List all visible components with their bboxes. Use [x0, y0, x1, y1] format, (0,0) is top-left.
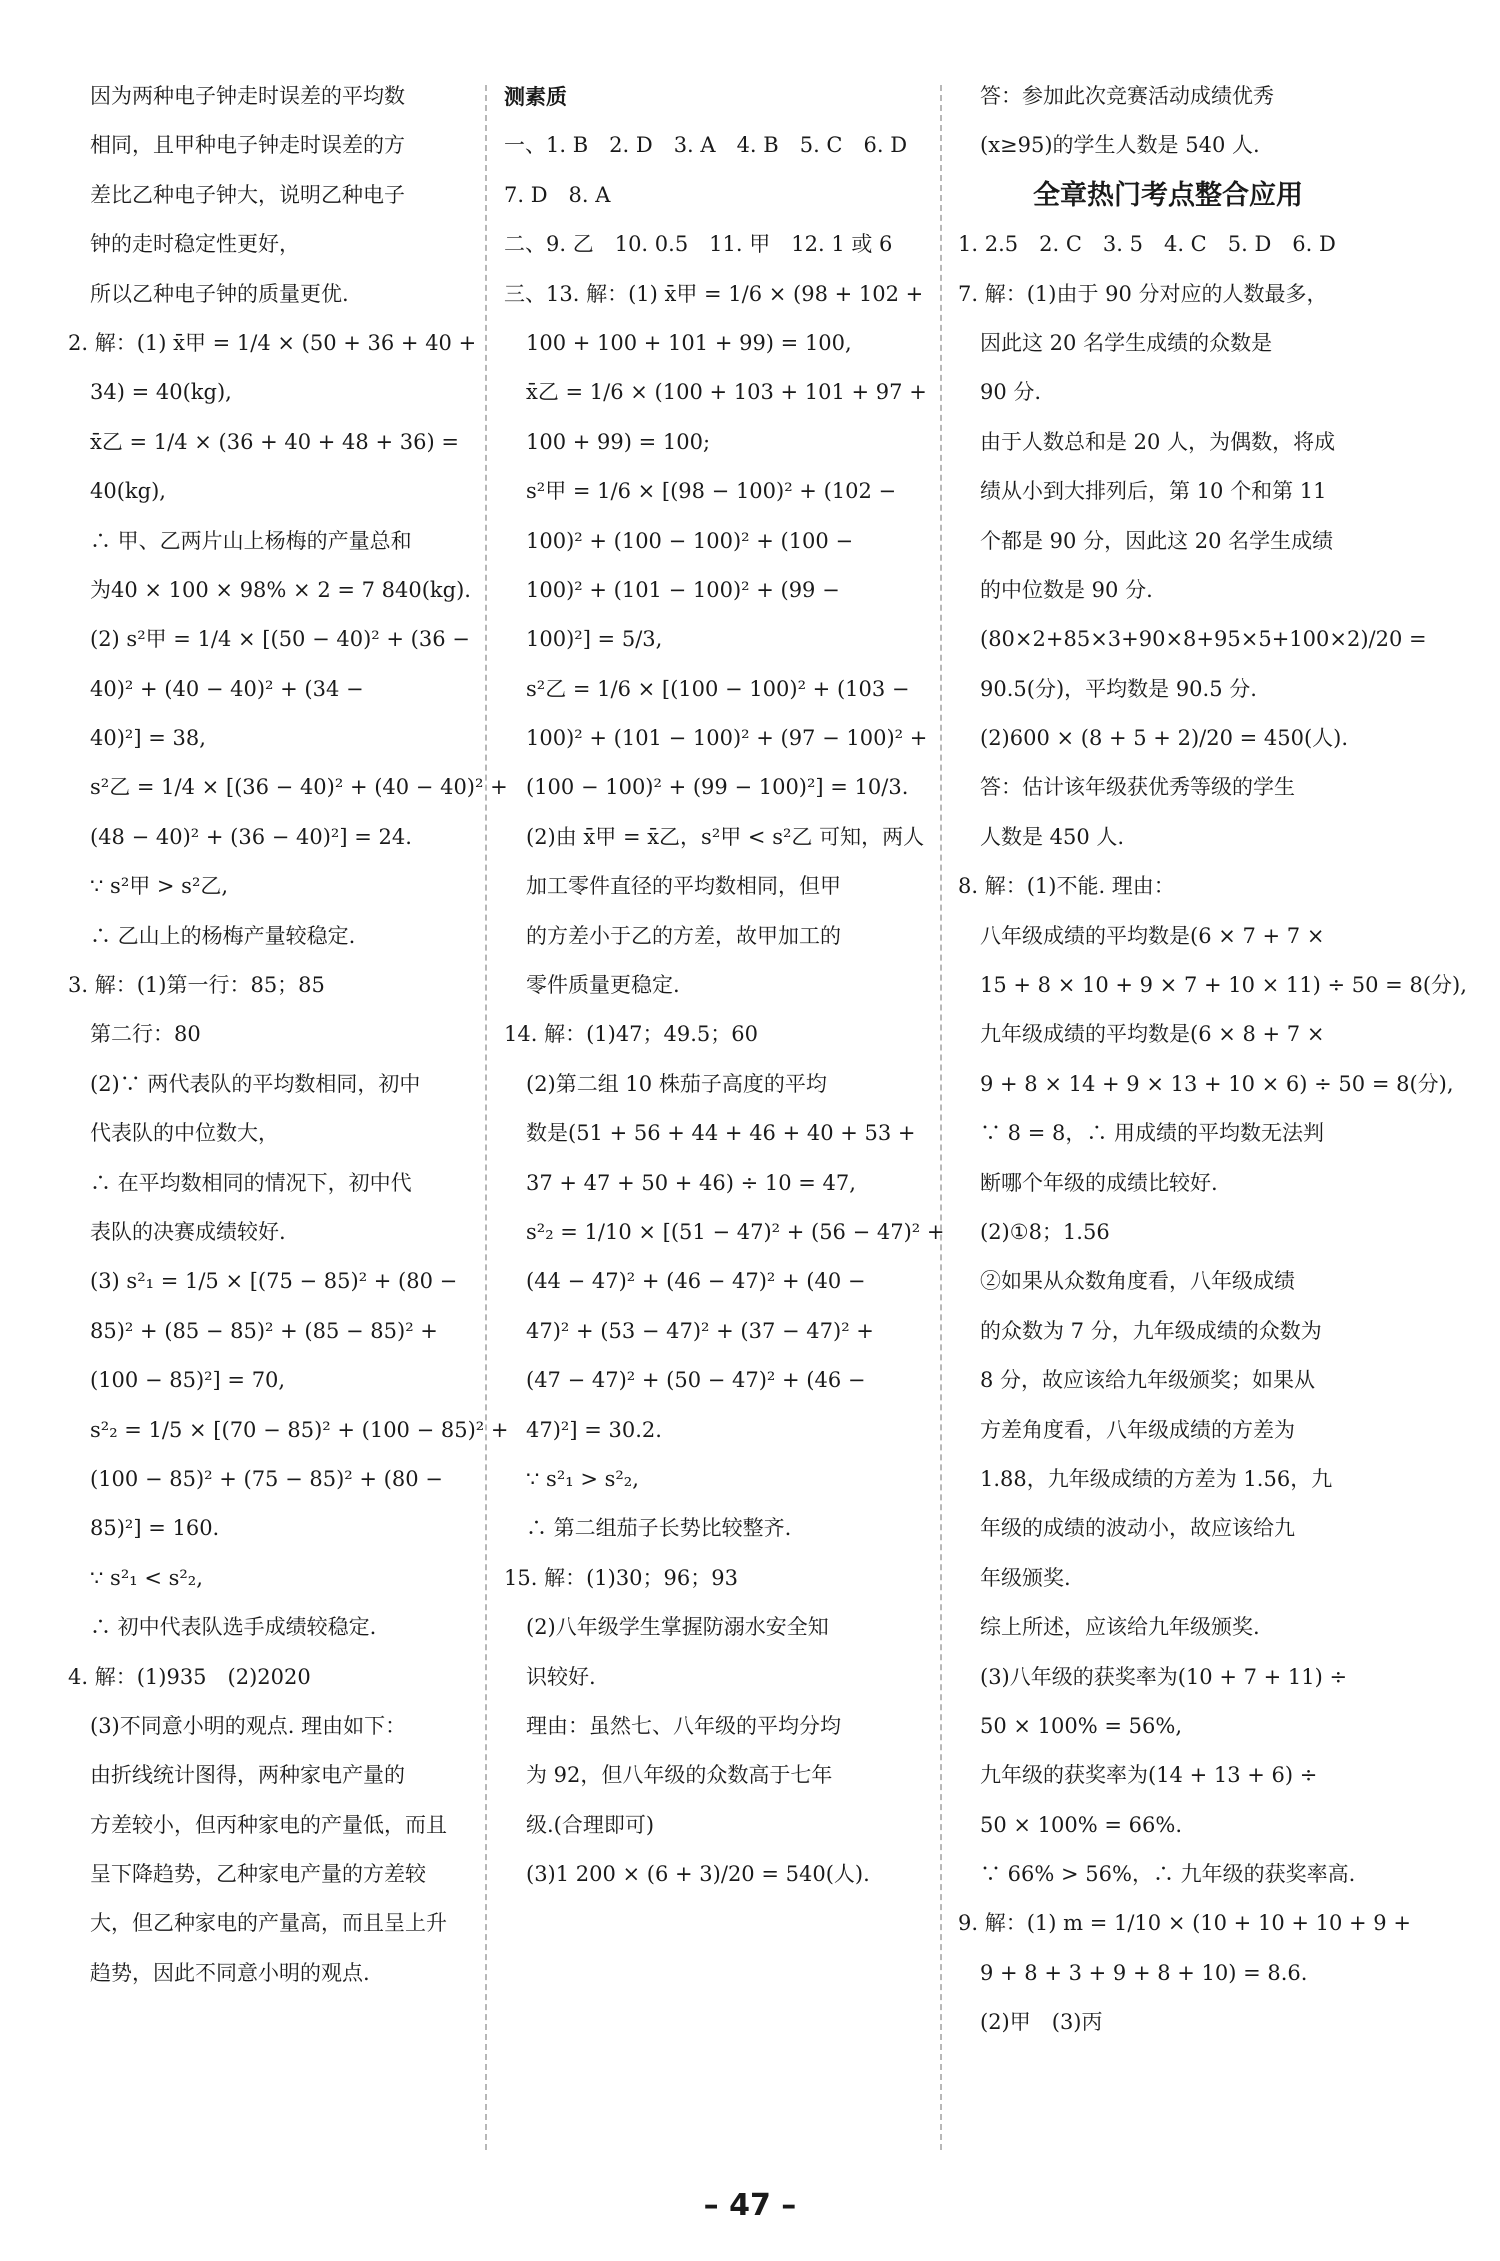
text-line: 100)² + (101 − 100)² + (97 − 100)² + — [526, 726, 928, 751]
text-line: 15 + 8 × 10 + 9 × 7 + 10 × 11) ÷ 50 = 8(分), — [980, 973, 1467, 998]
text-line: (100 − 85)² + (75 − 85)² + (80 − — [90, 1466, 443, 1491]
text-line: (3)1 200 × (6 + 3)/20 = 540(人). — [526, 1862, 870, 1887]
text-line: 34) = 40(kg), — [90, 380, 232, 405]
text-line: 100)² + (101 − 100)² + (99 − — [526, 577, 840, 602]
text-line: 识较好. — [526, 1664, 596, 1689]
text-line: 15. 解：(1)30；96；93 — [504, 1565, 738, 1590]
text-line: ∵ 8 = 8，∴ 用成绩的平均数无法判 — [980, 1121, 1325, 1146]
text-line: s²乙 = 1/6 × [(100 − 100)² + (103 − — [526, 676, 910, 701]
text-line: (3)不同意小明的观点. 理由如下： — [90, 1713, 407, 1738]
text-line: ∵ s²甲 > s²乙, — [90, 874, 229, 899]
text-line: 100 + 99) = 100; — [526, 429, 711, 454]
text-line: (100 − 100)² + (99 − 100)²] = 10/3. — [526, 775, 909, 800]
text-line: (3)八年级的获奖率为(10 + 7 + 11) ÷ — [980, 1664, 1348, 1689]
text-line: 年级的成绩的波动小，故应该给九 — [980, 1516, 1295, 1541]
text-line: ∵ s²₁ > s²₂, — [526, 1466, 639, 1491]
text-line: ∵ s²₁ < s²₂, — [90, 1565, 203, 1590]
text-line: 47)²] = 30.2. — [526, 1417, 662, 1442]
text-line: s²甲 = 1/6 × [(98 − 100)² + (102 − — [526, 479, 897, 504]
text-line: 8 分，故应该给九年级颁奖；如果从 — [980, 1368, 1316, 1393]
text-line: (x≥95)的学生人数是 540 人. — [980, 133, 1260, 158]
text-line: 的众数为 7 分，九年级成绩的众数为 — [980, 1318, 1322, 1343]
text-line: 方差角度看，八年级成绩的方差为 — [980, 1417, 1295, 1442]
text-line: 代表队的中位数大， — [90, 1121, 279, 1146]
text-line: (2)第二组 10 株茄子高度的平均 — [526, 1071, 827, 1096]
text-line: 加工零件直径的平均数相同，但甲 — [526, 874, 841, 899]
text-line: ∴ 初中代表队选手成绩较稳定. — [90, 1615, 377, 1640]
text-line: s²₂ = 1/5 × [(70 − 85)² + (100 − 85)² + — [90, 1417, 509, 1442]
text-line: 八年级成绩的平均数是(6 × 7 + 7 × — [980, 923, 1325, 948]
text-line: 因为两种电子钟走时误差的平均数 — [90, 84, 405, 108]
text-line: x̄乙 = 1/4 × (36 + 40 + 48 + 36) = — [90, 429, 459, 454]
text-line: ∵ 66% > 56%，∴ 九年级的获奖率高. — [980, 1862, 1356, 1887]
text-line: 85)² + (85 − 85)² + (85 − 85)² + — [90, 1318, 438, 1343]
page-number: – 47 – — [703, 2188, 797, 2223]
text-line: 大，但乙种家电的产量高，而且呈上升 — [90, 1911, 447, 1936]
text-line: 因此这 20 名学生成绩的众数是 — [980, 330, 1273, 355]
text-line: 断哪个年级的成绩比较好. — [980, 1170, 1218, 1195]
text-line: 9. 解：(1) m = 1/10 × (10 + 10 + 10 + 9 + — [958, 1911, 1411, 1936]
text-line: 呈下降趋势，乙种家电产量的方差较 — [90, 1862, 426, 1887]
text-line: 钟的走时稳定性更好， — [90, 232, 300, 257]
text-line: 人数是 450 人. — [980, 824, 1125, 849]
text-line: 50 × 100% = 56%, — [980, 1713, 1183, 1738]
text-line: 一、1. B 2. D 3. A 4. B 5. C 6. D — [504, 133, 908, 158]
text-line: 4. 解：(1)935 (2)2020 — [68, 1664, 311, 1689]
text-line: 个都是 90 分，因此这 20 名学生成绩 — [980, 528, 1334, 553]
text-line: x̄乙 = 1/6 × (100 + 103 + 101 + 97 + — [526, 380, 927, 405]
answer-column-left — [68, 72, 509, 1998]
text-line: 9 + 8 + 3 + 9 + 8 + 10) = 8.6. — [980, 1960, 1308, 1985]
text-line: (47 − 47)² + (50 − 47)² + (46 − — [526, 1368, 866, 1393]
text-line: 7. 解：(1)由于 90 分对应的人数最多， — [958, 281, 1328, 306]
text-line: 90 分. — [980, 380, 1042, 405]
text-line: 100)²] = 5/3, — [526, 627, 663, 652]
text-line: 零件质量更稳定. — [526, 973, 680, 998]
text-line: s²乙 = 1/4 × [(36 − 40)² + (40 − 40)² + — [90, 775, 508, 800]
text-line: 50 × 100% = 66%. — [980, 1812, 1183, 1837]
text-line: ∴ 乙山上的杨梅产量较稳定. — [90, 923, 356, 948]
text-line: 测素质 — [504, 84, 567, 109]
text-line: 100)² + (100 − 100)² + (100 − — [526, 528, 854, 553]
text-line: 所以乙种电子钟的质量更优. — [90, 281, 349, 306]
text-line: 47)² + (53 − 47)² + (37 − 47)² + — [526, 1318, 874, 1343]
text-line: 数是(51 + 56 + 44 + 46 + 40 + 53 + — [526, 1121, 916, 1146]
text-line: (44 − 47)² + (46 − 47)² + (40 − — [526, 1269, 866, 1294]
text-line: 由折线统计图得，两种家电产量的 — [90, 1763, 405, 1788]
text-line: 的方差小于乙的方差，故甲加工的 — [526, 923, 841, 948]
text-line: 100 + 100 + 101 + 99) = 100, — [526, 330, 852, 355]
text-line: (80×2+85×3+90×8+95×5+100×2)/20 = — [980, 627, 1427, 652]
text-line: 九年级成绩的平均数是(6 × 8 + 7 × — [980, 1022, 1325, 1047]
text-line: 趋势，因此不同意小明的观点. — [90, 1960, 370, 1985]
text-line: (2) s²甲 = 1/4 × [(50 − 40)² + (36 − — [90, 627, 470, 652]
text-line: 级.(合理即可) — [526, 1812, 655, 1837]
text-line: 第二行：80 — [90, 1022, 201, 1047]
text-line: (3) s²₁ = 1/5 × [(75 − 85)² + (80 − — [90, 1269, 458, 1294]
text-line: ②如果从众数角度看，八年级成绩 — [980, 1269, 1295, 1294]
text-line: 2. 解：(1) x̄甲 = 1/4 × (50 + 36 + 40 + — [68, 330, 477, 355]
answer-column-middle — [504, 72, 945, 1899]
text-line: s²₂ = 1/10 × [(51 − 47)² + (56 − 47)² + — [526, 1219, 945, 1244]
text-line: 1. 2.5 2. C 3. 5 4. C 5. D 6. D — [958, 232, 1336, 257]
text-line: 为 92，但八年级的众数高于七年 — [526, 1763, 833, 1788]
text-line: 37 + 47 + 50 + 46) ÷ 10 = 47, — [526, 1170, 856, 1195]
text-line: 1.88，九年级成绩的方差为 1.56，九 — [980, 1466, 1333, 1491]
text-line: (2)甲 (3)丙 — [980, 2010, 1103, 2035]
text-line: ∴ 第二组茄子长势比较整齐. — [526, 1516, 792, 1541]
answer-column-right — [958, 72, 1467, 2048]
text-line: 答：参加此次竞赛活动成绩优秀 — [980, 84, 1274, 108]
text-line: 的中位数是 90 分. — [980, 577, 1153, 602]
text-line: (2)①8；1.56 — [980, 1219, 1110, 1244]
text-line: 三、13. 解：(1) x̄甲 = 1/6 × (98 + 102 + — [504, 281, 924, 306]
text-line: 40(kg), — [90, 479, 166, 504]
column-divider — [485, 85, 487, 2150]
text-line: 差比乙种电子钟大，说明乙种电子 — [90, 182, 405, 207]
text-line: 14. 解：(1)47；49.5；60 — [504, 1022, 759, 1047]
text-line: 二、9. 乙 10. 0.5 11. 甲 12. 1 或 6 — [504, 232, 893, 257]
text-line: 年级颁奖. — [980, 1565, 1071, 1590]
text-line: 绩从小到大排列后，第 10 个和第 11 — [980, 479, 1327, 504]
text-line: 85)²] = 160. — [90, 1516, 220, 1541]
text-line: ∴ 甲、乙两片山上杨梅的产量总和 — [90, 528, 412, 553]
section-heading: 全章热门考点整合应用 — [1033, 179, 1303, 211]
text-line: 由于人数总和是 20 人，为偶数，将成 — [980, 429, 1336, 454]
text-line: 3. 解：(1)第一行：85；85 — [68, 973, 325, 998]
text-line: (2)八年级学生掌握防溺水安全知 — [526, 1615, 829, 1640]
text-line: (2)由 x̄甲 = x̄乙，s²甲 < s²乙 可知，两人 — [526, 824, 925, 849]
text-line: 综上所述，应该给九年级颁奖. — [980, 1615, 1260, 1640]
text-line: 答：估计该年级获优秀等级的学生 — [980, 775, 1295, 800]
text-line: 40)²] = 38, — [90, 726, 206, 751]
text-line: 9 + 8 × 14 + 9 × 13 + 10 × 6) ÷ 50 = 8(分), — [980, 1071, 1454, 1096]
text-line: 相同，且甲种电子钟走时误差的方 — [90, 133, 405, 158]
text-line: (2)∵ 两代表队的平均数相同，初中 — [90, 1071, 421, 1096]
text-line: (48 − 40)² + (36 − 40)²] = 24. — [90, 824, 412, 849]
text-line: 7. D 8. A — [504, 182, 611, 207]
text-line: 90.5(分)，平均数是 90.5 分. — [980, 676, 1257, 701]
text-line: 方差较小，但丙种家电的产量低，而且 — [90, 1812, 447, 1837]
text-line: 为40 × 100 × 98% × 2 = 7 840(kg). — [90, 577, 471, 602]
text-line: ∴ 在平均数相同的情况下，初中代 — [90, 1170, 412, 1195]
text-line: 理由：虽然七、八年级的平均分均 — [526, 1713, 841, 1738]
text-line: 8. 解：(1)不能. 理由： — [958, 874, 1175, 899]
text-line: 40)² + (40 − 40)² + (34 − — [90, 676, 364, 701]
text-line: 表队的决赛成绩较好. — [90, 1219, 286, 1244]
text-line: (2)600 × (8 + 5 + 2)/20 = 450(人). — [980, 726, 1349, 751]
text-line: 九年级的获奖率为(14 + 13 + 6) ÷ — [980, 1763, 1318, 1788]
column-divider — [940, 85, 942, 2150]
text-line: (100 − 85)²] = 70, — [90, 1368, 286, 1393]
